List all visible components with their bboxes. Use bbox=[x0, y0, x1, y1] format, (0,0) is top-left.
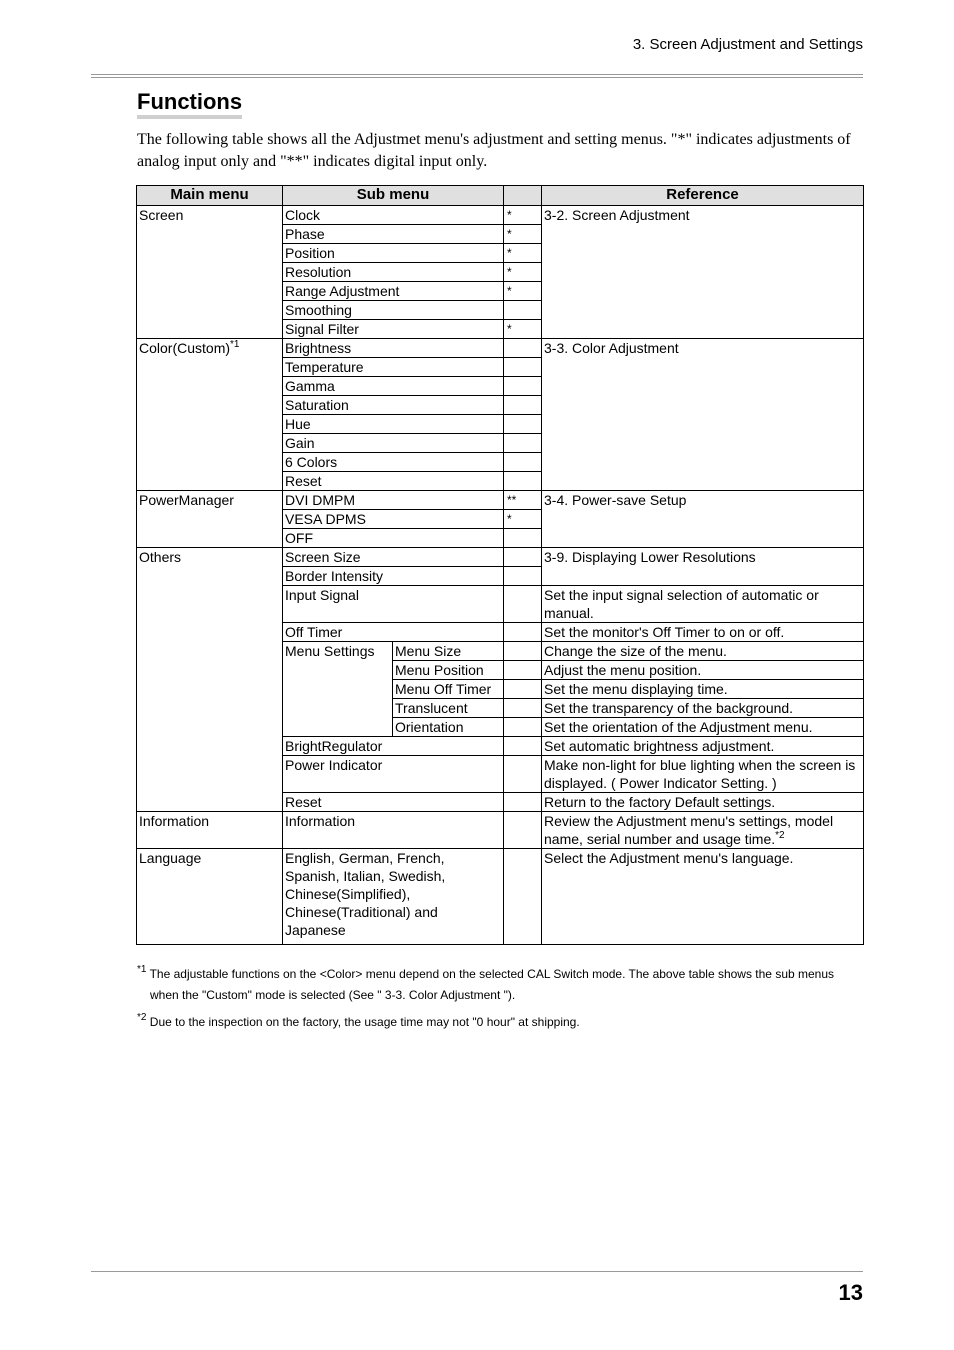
sub-menu-cell: Clock bbox=[283, 206, 504, 225]
table-row bbox=[137, 849, 864, 945]
reference-cell: Select the Adjustment menu's language. bbox=[542, 849, 864, 945]
table-row bbox=[137, 812, 864, 849]
reference-cell: Set the input signal selection of automatic or manual. bbox=[542, 586, 864, 623]
reference-cell: Return to the factory Default settings. bbox=[542, 793, 864, 812]
input-mark bbox=[504, 415, 542, 434]
reference-cell: Set automatic brightness adjustment. bbox=[542, 737, 864, 756]
input-mark bbox=[504, 623, 542, 642]
sub-sub-menu-cell: Menu Position bbox=[393, 661, 504, 680]
sub-sub-menu-cell: Menu Off Timer bbox=[393, 680, 504, 699]
reference-cell: 3-3. Color Adjustment bbox=[542, 339, 864, 491]
footnote-text: Due to the inspection on the factory, the usage time may not "0 hour" at shipping. bbox=[149, 1015, 580, 1029]
footnote bbox=[137, 1012, 863, 1033]
input-mark bbox=[504, 453, 542, 472]
input-mark bbox=[504, 377, 542, 396]
input-mark: * bbox=[504, 225, 542, 244]
sub-menu-cell: 6 Colors bbox=[283, 453, 504, 472]
reference-cell: Change the size of the menu. bbox=[542, 642, 864, 661]
main-menu-color bbox=[137, 339, 283, 491]
sub-menu-cell: Range Adjustment bbox=[283, 282, 504, 301]
sub-sub-menu-cell: Translucent bbox=[393, 699, 504, 718]
footnote-text: The adjustable functions on the <Color> menu depend on the selected CAL Switch mode. The above table shows the sub menus when the "Custom" mode is selected (See " 3-3. Color Adjustment "). bbox=[149, 967, 835, 1002]
input-mark bbox=[504, 472, 542, 491]
table-row bbox=[137, 491, 864, 510]
sub-sub-menu-cell: Orientation bbox=[393, 718, 504, 737]
reference-cell: 3-9. Displaying Lower Resolutions bbox=[542, 548, 864, 586]
reference-text: Review the Adjustment menu's settings, model name, serial number and usage time. bbox=[544, 813, 834, 847]
input-mark bbox=[504, 849, 542, 945]
main-menu-information: Information bbox=[137, 812, 283, 849]
input-mark bbox=[504, 718, 542, 737]
reference-cell: Set the transparency of the background. bbox=[542, 699, 864, 718]
sub-menu-cell: DVI DMPM bbox=[283, 491, 504, 510]
sub-menu-cell: Signal Filter bbox=[283, 320, 504, 339]
sub-menu-cell: Reset bbox=[283, 472, 504, 491]
table-row bbox=[137, 339, 864, 358]
input-mark bbox=[504, 642, 542, 661]
sub-menu-cell: Temperature bbox=[283, 358, 504, 377]
footnote-ref-1: *1 bbox=[230, 339, 240, 350]
reference-cell: Set the monitor's Off Timer to on or off. bbox=[542, 623, 864, 642]
header-main-menu: Main menu bbox=[137, 186, 283, 206]
sub-menu-menu-settings: Menu Settings bbox=[283, 642, 393, 737]
input-mark bbox=[504, 661, 542, 680]
input-mark bbox=[504, 793, 542, 812]
sub-menu-cell: Saturation bbox=[283, 396, 504, 415]
sub-menu-cell: Phase bbox=[283, 225, 504, 244]
page-title: Functions bbox=[137, 89, 242, 119]
sub-menu-cell: OFF bbox=[283, 529, 504, 548]
sub-menu-cell: Off Timer bbox=[283, 623, 504, 642]
header-reference: Reference bbox=[542, 186, 864, 206]
footer-divider bbox=[91, 1271, 863, 1272]
intro-paragraph: The following table shows all the Adjustmet menu's adjustment and setting menus. "*" indicates adjustments of analog input only and "**" indicates digital input only. bbox=[137, 131, 851, 170]
input-mark: * bbox=[504, 510, 542, 529]
sub-menu-cell: Screen Size bbox=[283, 548, 504, 567]
sub-menu-cell: Power Indicator bbox=[283, 756, 504, 793]
reference-cell: Set the menu displaying time. bbox=[542, 680, 864, 699]
footnote-mark: *1 bbox=[137, 964, 147, 975]
input-mark bbox=[504, 396, 542, 415]
sub-menu-cell bbox=[283, 849, 504, 945]
input-mark bbox=[504, 680, 542, 699]
input-mark bbox=[504, 301, 542, 320]
input-mark bbox=[504, 586, 542, 623]
header-divider bbox=[91, 74, 863, 78]
reference-cell: Set the orientation of the Adjustment menu. bbox=[542, 718, 864, 737]
input-mark bbox=[504, 699, 542, 718]
language-list: English, German, French, Spanish, Italian, Swedish, Chinese(Simplified), Chinese(Traditional) and Japanese bbox=[285, 850, 446, 938]
footnote-ref-2: *2 bbox=[775, 830, 785, 841]
input-mark bbox=[504, 812, 542, 849]
table-row bbox=[137, 206, 864, 225]
input-mark bbox=[504, 339, 542, 358]
sub-menu-cell: Hue bbox=[283, 415, 504, 434]
sub-sub-menu-cell: Menu Size bbox=[393, 642, 504, 661]
page-number: 13 bbox=[838, 1280, 863, 1305]
input-mark: * bbox=[504, 282, 542, 301]
table-row bbox=[137, 548, 864, 567]
table-header-row bbox=[137, 186, 864, 206]
reference-cell: Adjust the menu position. bbox=[542, 661, 864, 680]
footnote bbox=[137, 964, 863, 1006]
reference-cell bbox=[542, 812, 864, 849]
sub-menu-cell: Reset bbox=[283, 793, 504, 812]
sub-menu-cell: Resolution bbox=[283, 263, 504, 282]
main-menu-powermanager: PowerManager bbox=[137, 491, 283, 548]
main-menu-screen: Screen bbox=[137, 206, 283, 339]
sub-menu-cell: Information bbox=[283, 812, 504, 849]
functions-table bbox=[136, 185, 864, 945]
sub-menu-cell: VESA DPMS bbox=[283, 510, 504, 529]
input-mark bbox=[504, 358, 542, 377]
reference-cell: Make non-light for blue lighting when the screen is displayed. ( Power Indicator Setting. ) bbox=[542, 756, 864, 793]
input-mark: ** bbox=[504, 491, 542, 510]
input-mark bbox=[504, 434, 542, 453]
main-menu-others: Others bbox=[137, 548, 283, 812]
input-mark bbox=[504, 529, 542, 548]
input-mark bbox=[504, 567, 542, 586]
footnote-mark: *2 bbox=[137, 1012, 147, 1023]
sub-menu-cell: Gain bbox=[283, 434, 504, 453]
header-mark bbox=[504, 186, 542, 206]
main-menu-language: Language bbox=[137, 849, 283, 945]
footnotes bbox=[137, 964, 863, 1039]
sub-menu-cell: Position bbox=[283, 244, 504, 263]
sub-menu-cell: Input Signal bbox=[283, 586, 504, 623]
sub-menu-cell: Border Intensity bbox=[283, 567, 504, 586]
input-mark bbox=[504, 737, 542, 756]
input-mark bbox=[504, 756, 542, 793]
input-mark bbox=[504, 548, 542, 567]
input-mark: * bbox=[504, 320, 542, 339]
section-title: 3. Screen Adjustment and Settings bbox=[632, 36, 863, 53]
sub-menu-cell: Smoothing bbox=[283, 301, 504, 320]
sub-menu-cell: Brightness bbox=[283, 339, 504, 358]
main-menu-label: Color(Custom) bbox=[139, 340, 231, 356]
input-mark: * bbox=[504, 263, 542, 282]
sub-menu-cell: Gamma bbox=[283, 377, 504, 396]
header-sub-menu: Sub menu bbox=[283, 186, 504, 206]
reference-cell: 3-4. Power-save Setup bbox=[542, 491, 864, 548]
input-mark: * bbox=[504, 244, 542, 263]
input-mark: * bbox=[504, 206, 542, 225]
reference-cell: 3-2. Screen Adjustment bbox=[542, 206, 864, 339]
sub-menu-cell: BrightRegulator bbox=[283, 737, 504, 756]
